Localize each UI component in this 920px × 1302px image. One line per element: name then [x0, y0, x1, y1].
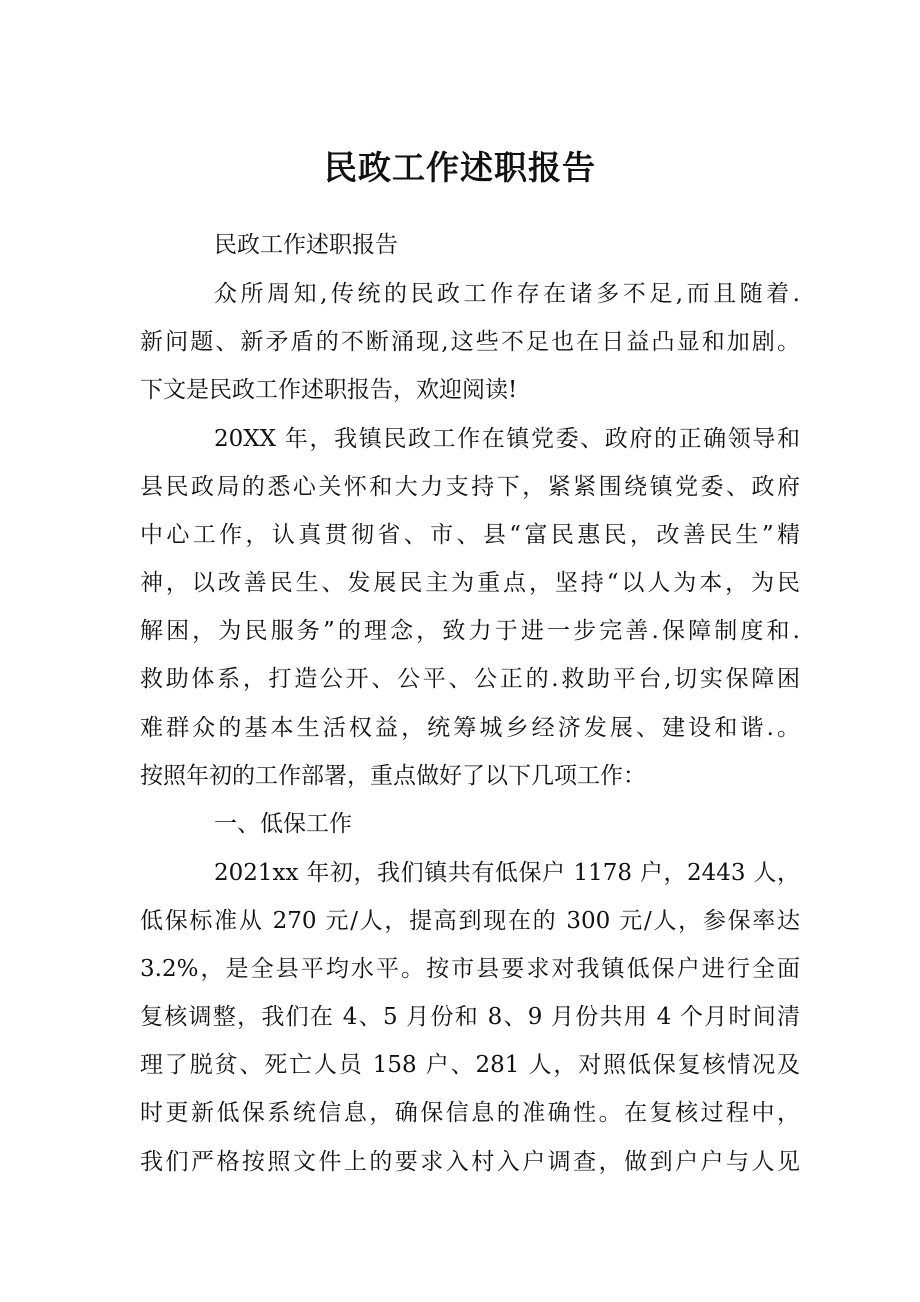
text-line: 众所周知,传统的民政工作存在诸多不足,而且随着.	[214, 281, 800, 307]
text-line: 解困，为民服务”的理念，致力于进一步完善.保障制度和.	[140, 618, 800, 644]
text-line: 3.2%，是全县平均水平。按市县要求对我镇低保户进行全面	[140, 956, 800, 982]
text-line: 救助体系，打造公开、公平、公正的.救助平台,切实保障困	[140, 666, 800, 692]
text-line: 神，以改善民生、发展民主为重点，坚持“以人为本，为民	[140, 570, 800, 596]
subtitle-line: 民政工作述职报告	[214, 232, 398, 258]
text-line: 难群众的基本生活权益，统筹城乡经济发展、建设和谐.。	[140, 715, 800, 741]
document-title: 民政工作述职报告	[324, 148, 596, 187]
text-line: 理了脱贫、死亡人员 158 户、281 人，对照低保复核情况及	[140, 1052, 800, 1078]
text-line: 2021xx 年初，我们镇共有低保户 1178 户，2443 人，	[214, 860, 800, 886]
text-line: 复核调整，我们在 4、5 月份和 8、9 月份共用 4 个月时间清	[140, 1004, 800, 1030]
text-line: 按照年初的工作部署，重点做好了以下几项工作：	[140, 763, 646, 789]
text-line: 新问题、新矛盾的不断涌现,这些不足也在日益凸显和加剧。	[140, 329, 800, 355]
text-line: 中心工作，认真贯彻省、市、县“富民惠民，改善民生”精	[140, 522, 800, 548]
text-line: 时更新低保系统信息，确保信息的准确性。在复核过程中，	[140, 1100, 800, 1126]
text-line: 下文是民政工作述职报告，欢迎阅读!	[140, 377, 518, 403]
text-line: 县民政局的悉心关怀和大力支持下，紧紧围绕镇党委、政府	[140, 474, 800, 500]
text-line: 我们严格按照文件上的要求入村入户调查，做到户户与人见	[140, 1149, 800, 1175]
section-heading: 一、低保工作	[214, 811, 352, 837]
text-line: 低保标准从 270 元/人，提高到现在的 300 元/人，参保率达	[140, 908, 800, 934]
text-line: 20XX 年，我镇民政工作在镇党委、政府的正确领导和	[214, 426, 800, 452]
